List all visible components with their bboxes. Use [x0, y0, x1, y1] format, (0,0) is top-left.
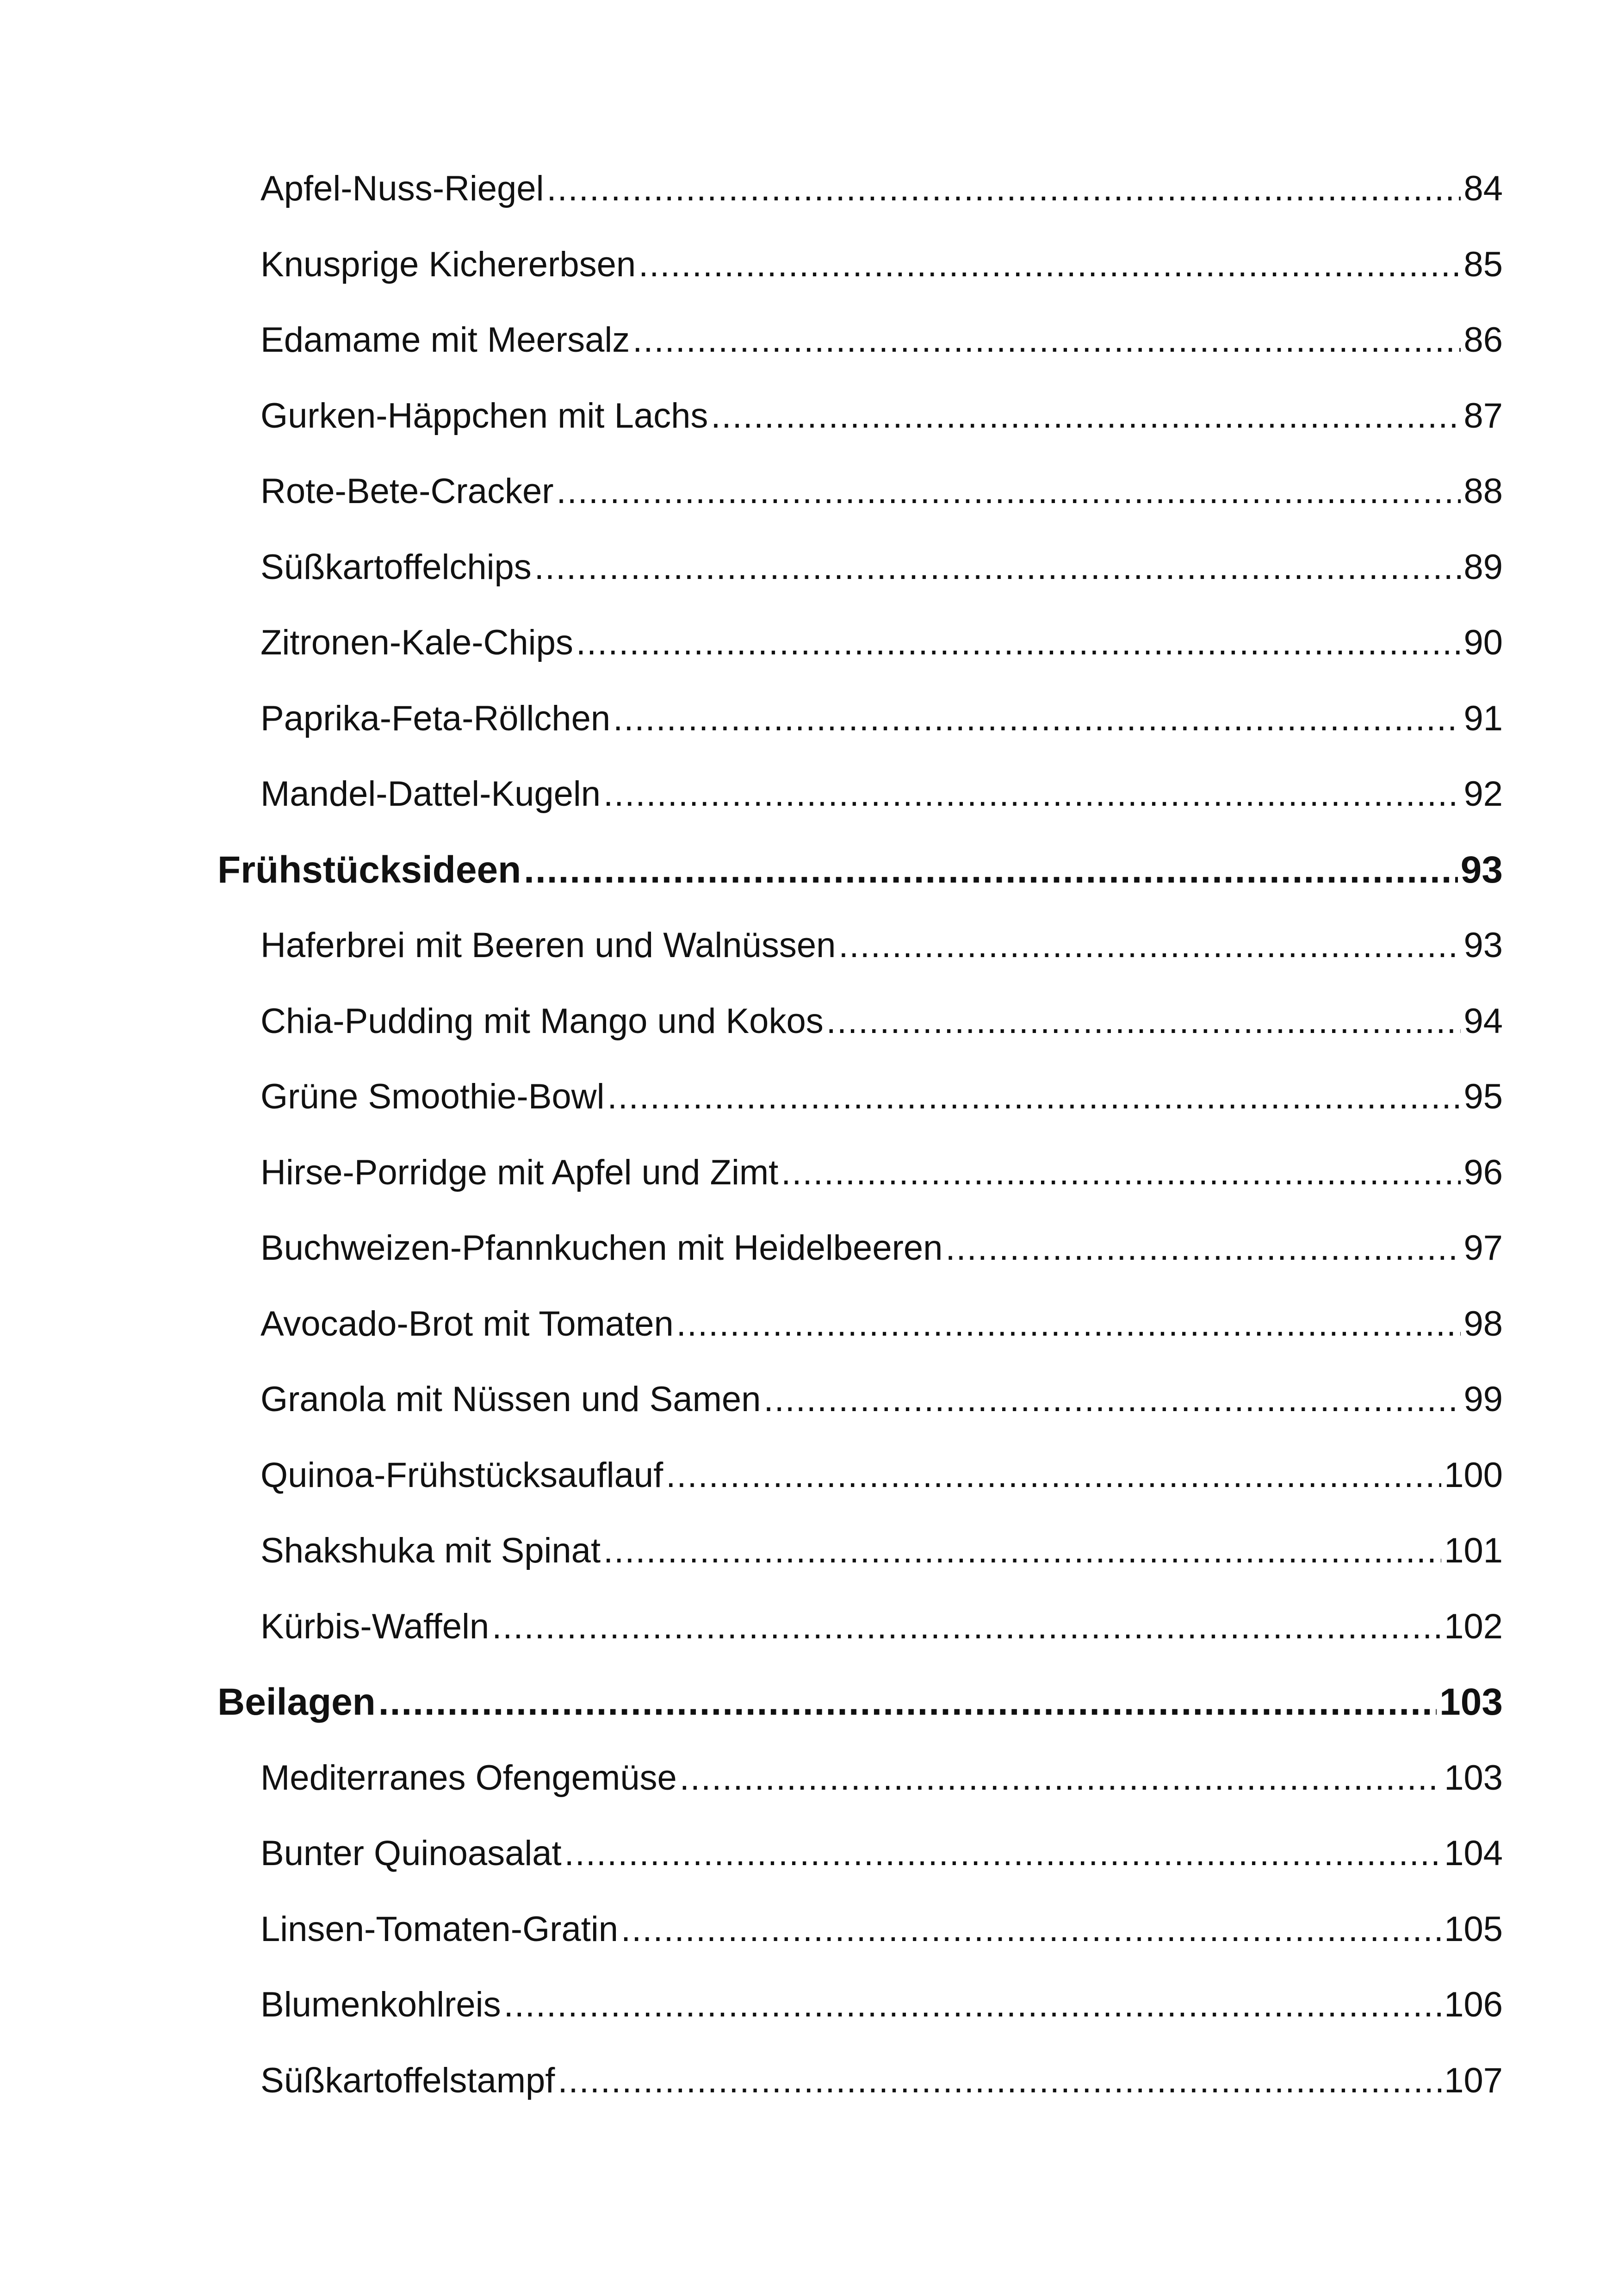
dot-leader — [378, 1677, 1437, 1728]
toc-page-number: 103 — [1439, 1681, 1503, 1723]
toc-title: Avocado-Brot mit Tomaten — [260, 1304, 674, 1344]
toc-page-number: 101 — [1444, 1531, 1503, 1570]
toc-page-number: 89 — [1463, 548, 1503, 587]
toc-entry — [217, 544, 1503, 591]
toc-page-number: 87 — [1463, 396, 1503, 436]
toc-page-number: 96 — [1463, 1153, 1503, 1192]
toc-page-number: 106 — [1444, 1985, 1503, 2024]
dot-leader — [558, 2058, 1441, 2104]
dot-leader — [680, 1755, 1441, 1801]
toc-page-number: 93 — [1460, 849, 1503, 891]
toc-entry — [217, 393, 1503, 439]
dot-leader — [546, 166, 1461, 212]
toc-entry — [217, 1604, 1503, 1650]
toc-title: Beilagen — [217, 1681, 376, 1723]
dot-leader — [826, 998, 1461, 1045]
toc-page-number: 107 — [1444, 2061, 1503, 2100]
toc-title: Bunter Quinoasalat — [260, 1834, 562, 1873]
toc-entry — [217, 771, 1503, 817]
toc-page-number: 90 — [1463, 623, 1503, 662]
toc-title: Chia-Pudding mit Mango und Kokos — [260, 1002, 824, 1041]
toc-page-number: 102 — [1444, 1607, 1503, 1646]
dot-leader — [524, 845, 1458, 896]
toc-entry — [217, 696, 1503, 742]
dot-leader — [781, 1150, 1461, 1196]
toc-title: Quinoa-Frühstücksauflauf — [260, 1456, 663, 1495]
toc-entry — [217, 1074, 1503, 1120]
dot-leader — [676, 1301, 1461, 1347]
toc-page-number: 98 — [1463, 1304, 1503, 1344]
toc-section-heading — [217, 1677, 1503, 1728]
dot-leader — [838, 922, 1461, 969]
toc-entry — [217, 468, 1503, 515]
dot-leader — [534, 544, 1461, 591]
toc-entry — [217, 1376, 1503, 1423]
toc-title: Kürbis-Waffeln — [260, 1607, 490, 1646]
toc-page-number: 103 — [1444, 1758, 1503, 1798]
toc-page-number: 92 — [1463, 774, 1503, 814]
dot-leader — [613, 696, 1461, 742]
toc-entry — [217, 166, 1503, 212]
toc-page-number: 85 — [1463, 245, 1503, 284]
toc-page-number: 91 — [1463, 699, 1503, 738]
toc-page-number: 94 — [1463, 1002, 1503, 1041]
toc-title: Granola mit Nüssen und Samen — [260, 1380, 761, 1419]
toc-page-number: 97 — [1463, 1228, 1503, 1268]
toc-title: Zitronen-Kale-Chips — [260, 623, 573, 662]
toc-title: Mandel-Dattel-Kugeln — [260, 774, 601, 814]
toc-title: Haferbrei mit Beeren und Walnüssen — [260, 926, 836, 965]
toc-title: Linsen-Tomaten-Gratin — [260, 1910, 619, 1949]
toc-title: Frühstücksideen — [217, 849, 521, 891]
toc-page-number: 105 — [1444, 1910, 1503, 1949]
toc-entry — [217, 1528, 1503, 1574]
dot-leader — [603, 1528, 1441, 1574]
toc-entry — [217, 317, 1503, 363]
dot-leader — [603, 771, 1461, 817]
dot-leader — [607, 1074, 1461, 1120]
toc-entry — [217, 1830, 1503, 1877]
toc-title: Shakshuka mit Spinat — [260, 1531, 601, 1570]
toc-title: Gurken-Häppchen mit Lachs — [260, 396, 708, 436]
toc-page-number: 84 — [1463, 169, 1503, 208]
toc-page-number: 99 — [1463, 1380, 1503, 1419]
dot-leader — [504, 1982, 1442, 2028]
dot-leader — [945, 1225, 1461, 1271]
toc-entry — [217, 242, 1503, 288]
toc-entry — [217, 1755, 1503, 1801]
toc-section-heading — [217, 845, 1503, 896]
toc-title: Rote-Bete-Cracker — [260, 472, 554, 511]
toc-title: Knusprige Kichererbsen — [260, 245, 636, 284]
dot-leader — [576, 620, 1461, 666]
dot-leader — [492, 1604, 1441, 1650]
dot-leader — [564, 1830, 1442, 1877]
dot-leader — [639, 242, 1461, 288]
toc-title: Buchweizen-Pfannkuchen mit Heidelbeeren — [260, 1228, 943, 1268]
toc-page-number: 88 — [1463, 472, 1503, 511]
toc-page-number: 93 — [1463, 926, 1503, 965]
toc-title: Mediterranes Ofengemüse — [260, 1758, 677, 1798]
dot-leader — [632, 317, 1461, 363]
toc-page-number: 86 — [1463, 320, 1503, 360]
toc-title: Süßkartoffelstampf — [260, 2061, 555, 2100]
toc-title: Apfel-Nuss-Riegel — [260, 169, 544, 208]
toc-page-number: 104 — [1444, 1834, 1503, 1873]
toc-entry — [217, 1906, 1503, 1953]
toc-entry — [217, 2058, 1503, 2104]
toc-entry — [217, 922, 1503, 969]
toc-entry — [217, 1225, 1503, 1271]
toc-title: Paprika-Feta-Röllchen — [260, 699, 611, 738]
dot-leader — [711, 393, 1461, 439]
toc-entry — [217, 620, 1503, 666]
dot-leader — [666, 1452, 1441, 1499]
toc-title: Blumenkohlreis — [260, 1985, 501, 2024]
dot-leader — [557, 468, 1461, 515]
toc-entry — [217, 1452, 1503, 1499]
toc-title: Grüne Smoothie-Bowl — [260, 1077, 605, 1116]
dot-leader — [763, 1376, 1461, 1423]
toc-title: Hirse-Porridge mit Apfel und Zimt — [260, 1153, 779, 1192]
toc-title: Edamame mit Meersalz — [260, 320, 630, 360]
toc-page-number: 100 — [1444, 1456, 1503, 1495]
toc-page-number: 95 — [1463, 1077, 1503, 1116]
toc-entry — [217, 1301, 1503, 1347]
dot-leader — [621, 1906, 1441, 1953]
toc-entry — [217, 1150, 1503, 1196]
toc-entry — [217, 1982, 1503, 2028]
toc-title: Süßkartoffelchips — [260, 548, 532, 587]
toc-entry — [217, 998, 1503, 1045]
